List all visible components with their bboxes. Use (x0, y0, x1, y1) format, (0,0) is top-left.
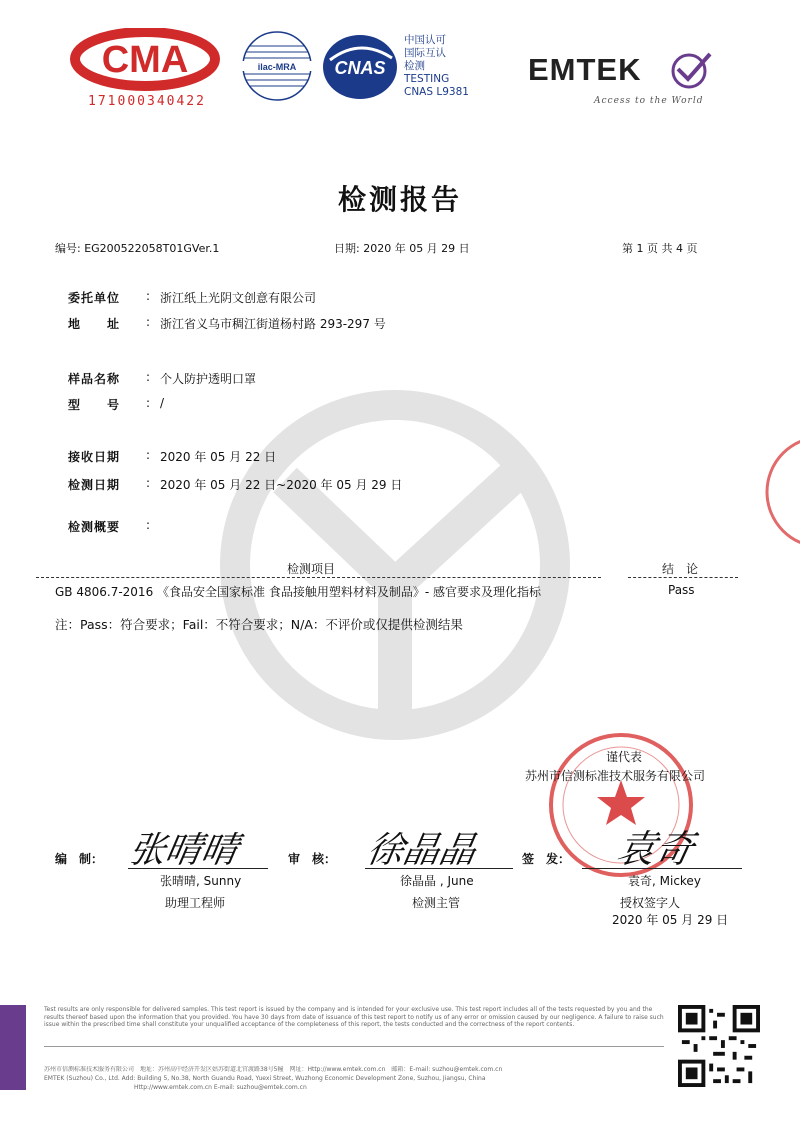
footer-divider (44, 1046, 664, 1047)
compiled-name: 张晴晴, Sunny (160, 874, 242, 888)
emtek-brand: EMTEK (528, 52, 642, 87)
client-label: 委托单位 (68, 291, 121, 305)
company-name: 苏州市信测标准技术服务有限公司 (525, 769, 706, 783)
cnas-logo-text: CNAS (334, 58, 386, 78)
cnas-line: 检测 (404, 60, 425, 72)
table-header-item: 检测项目 (287, 562, 336, 576)
watermark-logo (215, 385, 575, 745)
colon: : (146, 315, 151, 329)
test-date-value: 2020 年 05 月 22 日~2020 年 05 月 29 日 (160, 478, 403, 492)
footer-accent-bar (0, 1005, 26, 1090)
reviewed-title: 检测主管 (412, 896, 461, 910)
compiled-signature: 张晴晴 (125, 830, 242, 871)
approved-signature: 袁奇 (612, 827, 698, 871)
sample-value: 个人防护透明口罩 (160, 372, 257, 386)
cnas-accreditation-text (404, 34, 469, 99)
cnas-line: 中国认可 (404, 34, 446, 46)
partial-stamp (760, 432, 800, 552)
signature-line (128, 868, 268, 869)
footer-address-en: EMTEK (Suzhou) Co., Ltd. Add: Building 5, No.38, North Guandu Road, Yuexi Street, Wuzhong Economic Development Zone, Suzhou, Jiangsu, China (44, 1075, 486, 1082)
footer-disclaimer: Test results are only responsible for delivered samples. This test report is issued by the company and is intended for your exclusive use. This test report includes all of the tests requested by you and the results thereof based upon the information that you provided. You have 30 days from date of issuance of this test report to notify us of any error or omission caused by our negligence. A failure to raise such issue within the prescribed time shall constitute your unqualified acceptance of the completeness of this report, the tests conducted and the correctness of the report contents. (44, 1006, 664, 1028)
test-date-label: 检测日期 (68, 478, 121, 492)
colon: : (146, 396, 151, 410)
ilac-logo-text: ilac-MRA (257, 62, 297, 72)
colon: : (146, 448, 151, 462)
qr-code[interactable] (678, 1005, 760, 1087)
cnas-line: TESTING (404, 73, 450, 85)
footer-address-cn: 苏州市信测标准技术服务有限公司 地址：苏州高中经济开发区姑苏街道北官渡路38号5幢 网址：Http://www.emtek.com.cn 邮箱：E-mail: suzhou@emtek.com.cn (44, 1066, 503, 1073)
cnas-line: 国际互认 (404, 47, 446, 59)
cnas-line: CNAS L9381 (404, 86, 469, 98)
emtek-check-icon (668, 50, 714, 90)
reviewed-by-label: 审 核： (288, 852, 337, 866)
received-date-value: 2020 年 05 月 22 日 (160, 450, 277, 464)
cnas-logo (320, 32, 400, 102)
report-date: 日期: 2020 年 05 月 29 日 (334, 242, 470, 255)
on-behalf-text: 谨代表 (606, 750, 643, 764)
cma-number: 171000340422 (88, 94, 206, 109)
signature-line (365, 868, 513, 869)
colon: : (146, 370, 151, 384)
model-label: 型 号 (68, 398, 121, 412)
table-divider (628, 577, 738, 578)
table-row-result: Pass (668, 583, 695, 597)
table-divider (36, 577, 601, 578)
cma-logo-text: CMA (101, 39, 189, 81)
report-title: 检测报告 (337, 183, 462, 216)
approved-name: 袁奇, Mickey (628, 874, 701, 888)
table-row-item: GB 4806.7-2016 《食品安全国家标准 食品接触用塑料材料及制品》- 感官要求及理化指标 (55, 585, 541, 599)
address-label: 地 址 (68, 317, 121, 331)
model-value: / (160, 396, 165, 410)
colon: : (146, 518, 151, 532)
table-header-result: 结 论 (662, 562, 699, 576)
legend-note: 注：Pass：符合要求；Fail：不符合要求；N/A：不评价或仅提供检测结果 (55, 617, 463, 632)
ilac-mra-logo (238, 30, 316, 102)
sample-label: 样品名称 (68, 372, 121, 386)
approved-date: 2020 年 05 月 29 日 (612, 913, 729, 927)
approved-by-label: 签 发： (522, 852, 571, 866)
colon: : (146, 476, 151, 490)
address-value: 浙江省义乌市稠江街道杨村路 293-297 号 (160, 317, 386, 331)
compiled-title: 助理工程师 (165, 896, 226, 910)
received-date-label: 接收日期 (68, 450, 121, 464)
signature-line (582, 868, 742, 869)
reviewed-signature: 徐晶晶 (363, 830, 480, 871)
reviewed-name: 徐晶晶 , June (400, 874, 474, 888)
emtek-tagline: Access to the World (594, 96, 704, 106)
footer-contact: Http://www.emtek.com.cn E-mail: suzhou@emtek.com.cn (134, 1084, 307, 1091)
approved-title: 授权签字人 (620, 896, 681, 910)
report-number: 编号: EG200522058T01GVer.1 (55, 242, 220, 255)
compiled-by-label: 编 制： (55, 852, 104, 866)
report-page: 第 1 页 共 4 页 (622, 242, 698, 255)
summary-label: 检测概要 (68, 520, 121, 534)
client-value: 浙江纸上光阴文创意有限公司 (160, 291, 317, 305)
colon: : (146, 289, 151, 303)
